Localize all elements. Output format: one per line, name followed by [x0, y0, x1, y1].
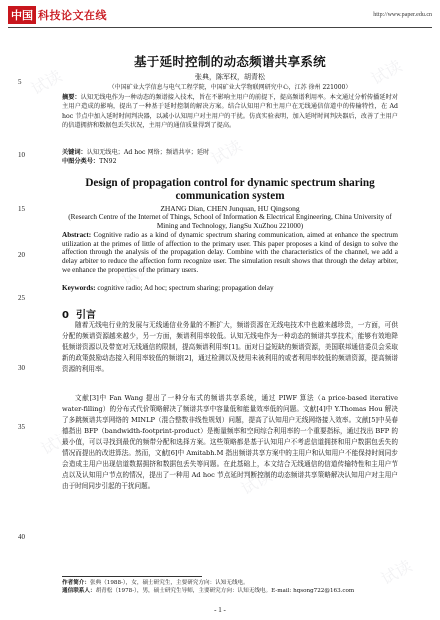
watermark-text: 试读 — [367, 56, 406, 89]
footnote-divider — [62, 576, 202, 577]
keywords-en — [62, 284, 398, 292]
line-number: 25 — [18, 294, 25, 302]
section-number: 0 — [62, 310, 69, 321]
watermark-text: 试读 — [237, 466, 276, 499]
keywords-cn — [62, 147, 398, 156]
footnote-author-text: 张典（1988-），女，硕士研究生，主要研究方向：认知无线电。 — [89, 580, 249, 586]
clc-value: TN92 — [99, 158, 117, 165]
keywords-text-en: cognitive radio; Ad hoc; spectrum sharing; propagation delay — [97, 284, 274, 292]
page-header — [8, 4, 432, 26]
paper-title-cn: 基于延时控制的动态频谱共享系统 — [133, 54, 326, 69]
abstract-text-en: Cognitive radio as a kind of dynamic spectrum sharing communication, aimed at enhance the spectrum utilization at the primes of little of affection to the primary user. This paper proposes a kind of design to solve the affection through the analysis of the propagation delay. Combine with the characteristics of the channel, we add a delay arbiter to reduce the affection form recognize user. The simulation result shows that through the delay arbiter, we enhance the properties of the primary users. — [62, 231, 398, 274]
abstract-en — [62, 231, 398, 275]
line-number: 30 — [18, 364, 25, 372]
body-paragraph: 文献[3]中 Fan Wang 提出了一种分布式的频谱共享系统，通过 PIWF 算法（a price-based iterative water-filling）的分布式代价策略解决了频谱共享中容量低和能量效率低的问题。文献[4]中 Y.Thomas Hou 解决了多跳频谱共享网络的 MINLP（混合整数非线性规划）问题，提高了认知用户无线网络接入效率。文献[5]中吴春德指出 BFP（bandwidth-footprint-product）是衡量频率和空间综合利用率的一个重要指标，通过找出 BFP 的最小值，可以寻找到最优的频带分配和选择方案。这些策略都是基于认知用户不考虑信道拥挤和用户数据包丢失的情况而提出的改进算法。然而，文献[6]中 Amitabh.M 指出频谱共享方案中的主用户和认知用户不能保持时间同步会造成主用户出现信道数据拥挤和数据包丢失等问题。在此基础上，本文结合无线通信的信道传输特性和主用户节点以及认知用户节点的情况，提出了一种用 Ad hoc 节点延时判断控制的动态频谱共享策略解决认知用户对主用户由于时间同步引起的干扰问题。 — [62, 394, 398, 490]
clc-number — [62, 156, 398, 165]
keywords-label-en: Keywords: — [62, 284, 96, 292]
line-number: 20 — [18, 251, 25, 259]
line-number: 15 — [18, 205, 25, 213]
keywords-label-cn: 关键词： — [62, 149, 87, 156]
abstract-cn — [62, 93, 398, 130]
line-number: 40 — [18, 533, 25, 541]
footnote-author-label: 作者简介： — [62, 580, 90, 586]
watermark-text: 试读 — [27, 66, 66, 99]
line-number: 5 — [18, 78, 22, 86]
keywords-text-cn: 认知无线电；Ad hoc 网络；频谱共享；延时 — [86, 149, 210, 156]
footnote-author — [62, 579, 398, 587]
clc-label: 中图分类号： — [62, 158, 100, 165]
line-number: 35 — [18, 423, 25, 431]
section-title: 引言 — [75, 310, 96, 321]
watermark-text: 试读 — [207, 136, 246, 169]
site-url[interactable]: http://www.paper.edu.cn — [373, 12, 432, 18]
watermark-text: 试读 — [117, 256, 156, 289]
footnote-contact-label: 通信联系人： — [62, 588, 96, 594]
footnote-contact-text: 胡青松（1978-），男，硕士研究生导师，主要研究方向：认知无线电。E-mail: hqsong722@163.com — [95, 588, 355, 594]
section-heading — [62, 306, 96, 321]
body-paragraph: 随着无线电行业的发展与无线通信业务量的不断扩大，频谱资源在无线电技术中也越来越珍贵，一方面，可供分配的频谱资源越来越少，另一方面，频谱利用率较低。认知无线电作为一种动态的频谱共享技术，能够有效地降低频谱资源以及带宽对无线通信的限制，提高频谱利用率[1]。面对日益短缺的频谱资源，美国联邦通信委员会采取新的政策鼓励动态接入利用率较低的频谱[2]，通过检测以及使用未被利用的或者利用率较低的频谱资源，提高频谱资源的利用率。 — [62, 321, 398, 373]
watermark-text: 试读 — [377, 556, 416, 589]
logo-text: 科技论文在线 — [38, 9, 107, 22]
logo-box: 中国 — [8, 6, 36, 24]
watermark-text: 试读 — [327, 326, 366, 359]
page-number: - 1 - — [214, 606, 226, 614]
footnote-contact — [62, 587, 398, 595]
paper-title-en: Design of propagation control for dynamic spectrum sharing communication system — [85, 177, 375, 202]
line-number: 10 — [18, 151, 25, 159]
header-divider — [8, 27, 432, 28]
authors-en: ZHANG Dian, CHEN Junquan, HU Qingsong — [160, 204, 300, 213]
affiliation-en: (Research Centre of the Internet of Things, School of Information & Electrical Engineering, China University of Mining and Technology, JiangSu XuZhou 221000) — [68, 213, 392, 230]
abstract-label-cn: 摘要： — [62, 94, 81, 101]
affiliation-cn: （中国矿业大学信息与电气工程学院，中国矿业大学物联网研究中心，江苏 徐州 221000） — [108, 84, 352, 91]
abstract-text-cn: 认知无线电作为一种动态的频谱接入技术，旨在不影响主用户的前提下，提高频谱利用率。本文通过分析传播延时对主用户造成的影响，提出了一种基于延时控制的解决方案。结合认知用户和主用户在无线通信信道中的传输特性，在 Ad hoc 节点中加入延时时间判决器，以减小认知用户对主用户的干扰。仿真实验表明，加入延时时间判决器后，改善了主用户的信道拥挤和数据包丢失状况，主用户的通信质量得到了提高。 — [62, 94, 399, 129]
site-logo[interactable] — [8, 6, 107, 24]
watermark-text: 试读 — [37, 426, 76, 459]
authors-cn: 张典，陈军权，胡青松 — [195, 73, 265, 81]
abstract-label-en: Abstract: — [62, 231, 92, 239]
